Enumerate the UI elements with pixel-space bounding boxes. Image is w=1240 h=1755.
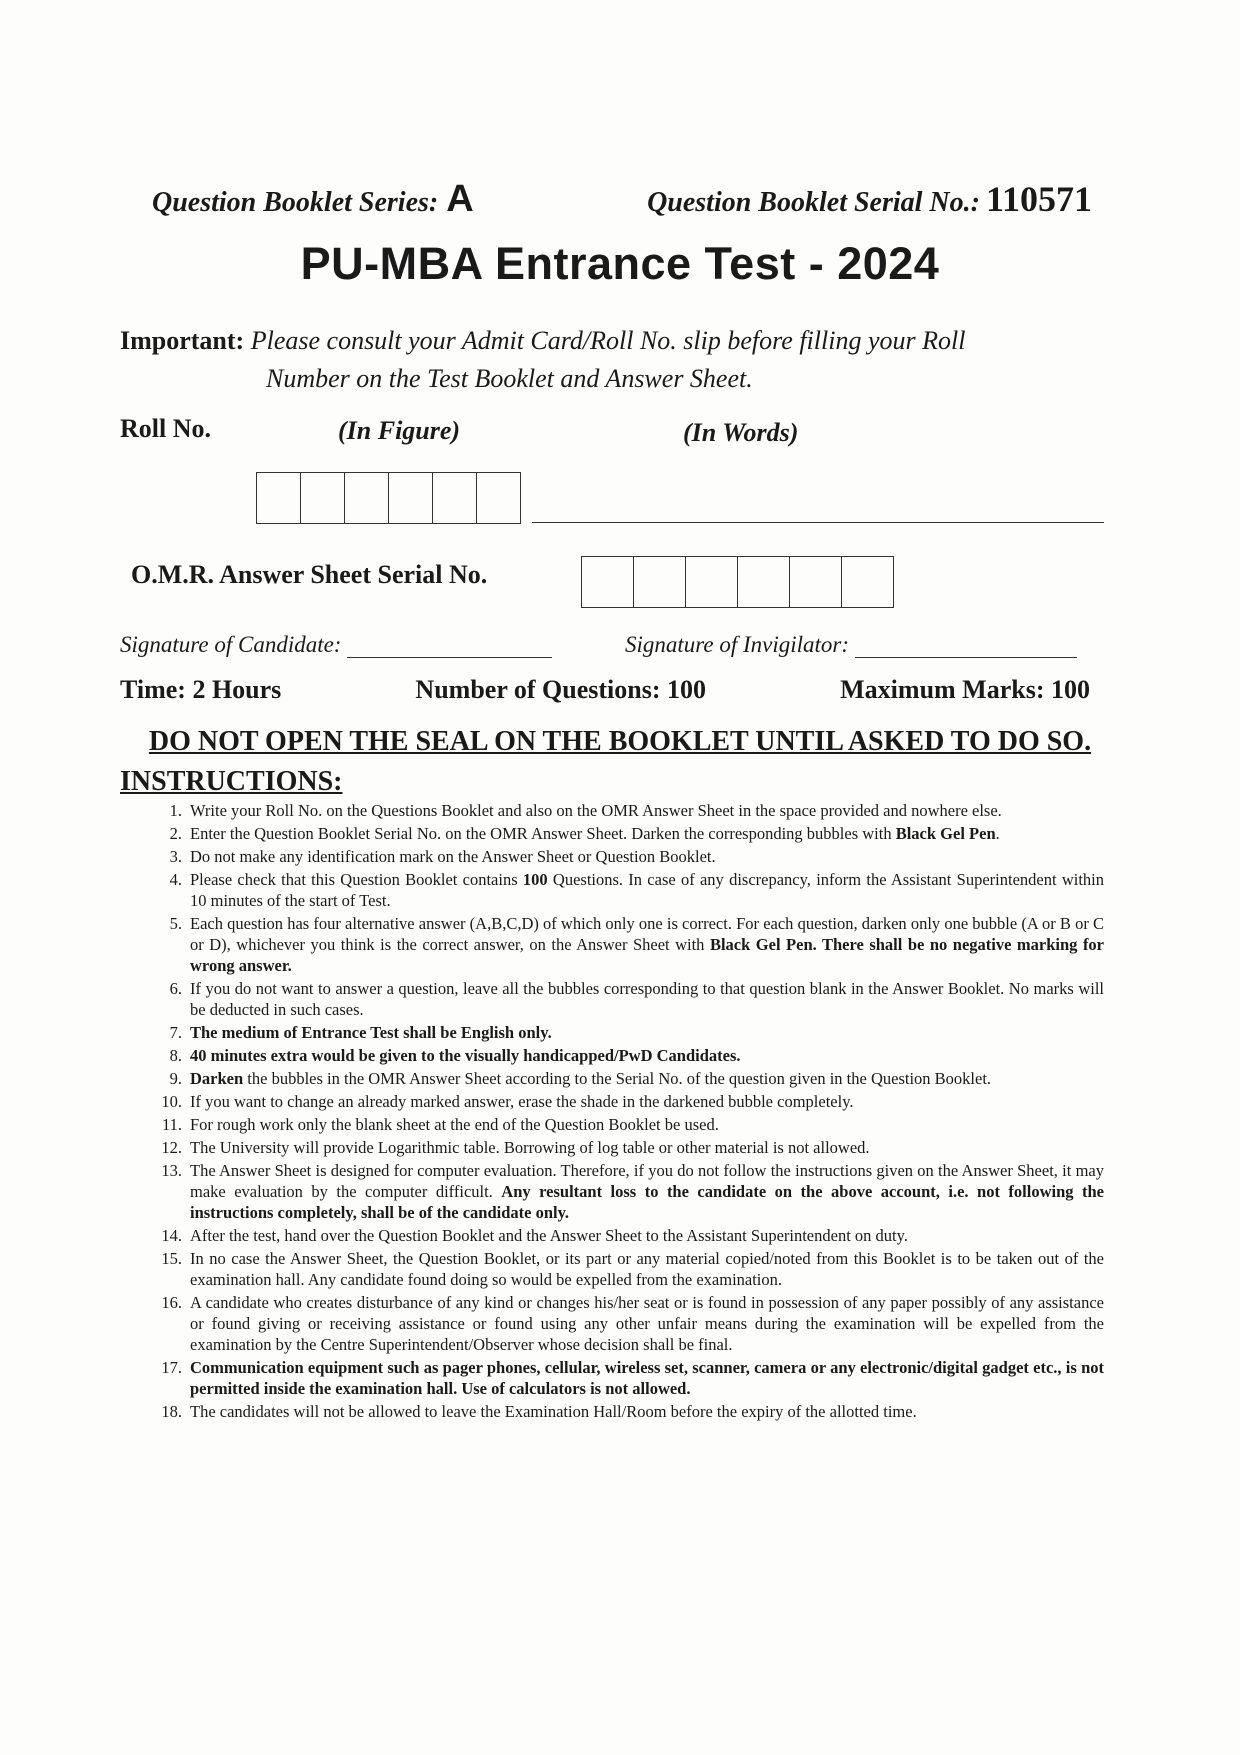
instruction-number: 2. <box>169 824 182 843</box>
instruction-item <box>152 1357 1104 1399</box>
instruction-item <box>152 1091 1104 1112</box>
seal-warning: DO NOT OPEN THE SEAL ON THE BOOKLET UNTIL ASKED TO DO SO. <box>148 726 1092 757</box>
important-text-line1: Please consult your Admit Card/Roll No. slip before filling your Roll <box>250 326 966 355</box>
omr-digit-box[interactable] <box>582 557 634 607</box>
booklet-header <box>152 178 1092 221</box>
invigilator-signature <box>625 632 1077 658</box>
instruction-number: 1. <box>169 801 182 820</box>
instruction-item <box>152 1401 1104 1422</box>
instruction-item <box>152 1022 1104 1043</box>
instruction-item <box>152 1137 1104 1158</box>
instructions-heading: INSTRUCTIONS: <box>120 766 343 797</box>
instruction-item <box>152 1068 1104 1089</box>
series-label: Question Booklet Series: <box>152 187 439 218</box>
number-of-questions: Number of Questions: 100 <box>415 675 707 704</box>
instruction-number: 6. <box>169 979 182 998</box>
instruction-text: A candidate who creates disturbance of any kind or changes his/her seat or is found in possession of any paper possibly of any assistance or found giving or receiving assistance or found using any other unfair means during the examination will be expelled from the examination by the Centre Superintendent/Observer whose decision shall be final. <box>190 1293 1104 1354</box>
instruction-text: The candidates will not be allowed to leave the Examination Hall/Room before the expiry of the allotted time. <box>190 1402 917 1421</box>
instruction-number: 3. <box>169 847 182 866</box>
omr-serial-boxes[interactable] <box>581 556 894 608</box>
roll-digit-box[interactable] <box>389 473 433 523</box>
in-figure-label: (In Figure) <box>338 416 461 445</box>
instruction-number: 12. <box>161 1138 182 1157</box>
in-words-label: (In Words) <box>683 418 799 447</box>
roll-digit-box[interactable] <box>477 473 521 523</box>
instruction-text: Black Gel Pen. There shall be no negative marking for wrong answer. <box>190 935 1105 975</box>
candidate-signature-line[interactable] <box>347 635 552 658</box>
instruction-number: 14. <box>161 1226 182 1245</box>
instruction-text: Black Gel Pen <box>895 824 996 843</box>
omr-digit-box[interactable] <box>686 557 738 607</box>
omr-digit-box[interactable] <box>842 557 894 607</box>
instruction-item <box>152 823 1104 844</box>
instruction-number: 8. <box>169 1046 182 1065</box>
instruction-text: Questions. In case of any discrepancy, inform the Assistant Superintendent within 10 minutes of the start of Test. <box>190 870 1104 910</box>
exam-info-row <box>120 675 1090 705</box>
omr-serial-label: O.M.R. Answer Sheet Serial No. <box>131 560 488 589</box>
instruction-text: Write your Roll No. on the Questions Booklet and also on the OMR Answer Sheet in the space provided and nowhere else. <box>190 801 1002 820</box>
roll-digit-box[interactable] <box>345 473 389 523</box>
instruction-text: the bubbles in the OMR Answer Sheet according to the Serial No. of the question given in the Question Booklet. <box>243 1069 992 1088</box>
roll-number-words-line[interactable] <box>532 522 1104 523</box>
roll-digit-box[interactable] <box>257 473 301 523</box>
instruction-number: 7. <box>169 1023 182 1042</box>
instruction-item <box>152 869 1104 911</box>
instruction-text: The University will provide Logarithmic table. Borrowing of log table or other material is not allowed. <box>190 1138 870 1157</box>
instruction-item <box>152 1225 1104 1246</box>
instruction-number: 18. <box>161 1402 182 1421</box>
instruction-text: 100 <box>522 870 548 889</box>
omr-digit-box[interactable] <box>634 557 686 607</box>
serial-label: Question Booklet Serial No.: <box>647 187 980 218</box>
instruction-item <box>152 1160 1104 1223</box>
exam-time: Time: 2 Hours <box>120 675 282 704</box>
instruction-item <box>152 800 1104 821</box>
instructions-list <box>152 800 1104 1424</box>
instruction-text: Please check that this Question Booklet contains <box>190 870 523 889</box>
instruction-text: Communication equipment such as pager phones, cellular, wireless set, scanner, camera or any electronic/digital gadget etc., is not permitted inside the examination hall. Use of calculators is not allowed. <box>190 1358 1104 1398</box>
page-title: PU-MBA Entrance Test - 2024 <box>300 238 940 289</box>
omr-digit-box[interactable] <box>790 557 842 607</box>
important-note <box>120 322 1110 398</box>
instruction-item <box>152 1114 1104 1135</box>
instruction-text: If you want to change an already marked answer, erase the shade in the darkened bubble completely. <box>190 1092 854 1111</box>
candidate-signature-label: Signature of Candidate: <box>120 632 342 657</box>
instruction-text: If you do not want to answer a question, leave all the bubbles corresponding to that question blank in the Answer Booklet. No marks will be deducted in such cases. <box>190 979 1104 1019</box>
instruction-text: . <box>995 824 1000 843</box>
instruction-item <box>152 978 1104 1020</box>
roll-number-label: Roll No. <box>120 414 211 443</box>
important-label: Important: <box>120 326 245 355</box>
instruction-text: 40 minutes extra would be given to the visually handicapped/PwD Candidates. <box>190 1046 741 1065</box>
instruction-text: After the test, hand over the Question Booklet and the Answer Sheet to the Assistant Superintendent on duty. <box>190 1226 908 1245</box>
instruction-number: 16. <box>161 1293 182 1312</box>
instruction-item <box>152 1292 1104 1355</box>
instruction-number: 11. <box>161 1115 182 1134</box>
instruction-text: Darken <box>190 1069 244 1088</box>
important-text-line2: Number on the Test Booklet and Answer Sheet. <box>266 364 753 393</box>
invigilator-signature-label: Signature of Invigilator: <box>625 632 850 657</box>
instruction-text: The medium of Entrance Test shall be English only. <box>190 1023 552 1042</box>
roll-number-figure-boxes[interactable] <box>256 472 521 524</box>
instruction-number: 5. <box>169 914 182 933</box>
instruction-text: For rough work only the blank sheet at the end of the Question Booklet be used. <box>190 1115 719 1134</box>
candidate-signature <box>120 632 552 658</box>
invigilator-signature-line[interactable] <box>855 635 1077 658</box>
instruction-item <box>152 913 1104 976</box>
instruction-item <box>152 1045 1104 1066</box>
series-value: A <box>446 178 474 220</box>
instruction-number: 17. <box>161 1358 182 1377</box>
maximum-marks: Maximum Marks: 100 <box>840 675 1090 704</box>
instruction-text: Any resultant loss to the candidate on the above account, i.e. not following the instructions completely, shall be of the candidate only. <box>190 1182 1104 1222</box>
omr-digit-box[interactable] <box>738 557 790 607</box>
booklet-series <box>152 178 474 221</box>
instruction-number: 15. <box>161 1249 182 1268</box>
serial-value: 110571 <box>985 179 1092 219</box>
instruction-number: 9. <box>169 1069 182 1088</box>
booklet-serial <box>647 178 1092 220</box>
instruction-number: 10. <box>161 1092 182 1111</box>
instruction-item <box>152 1248 1104 1290</box>
instruction-text: Enter the Question Booklet Serial No. on the OMR Answer Sheet. Darken the corresponding bubbles with <box>190 824 896 843</box>
instruction-number: 13. <box>161 1161 182 1180</box>
instruction-text: Each question has four alternative answer (A,B,C,D) of which only one is correct. For each question, darken only one bubble (A or B or C or D), whichever you think is the correct answer, on the Answer Sheet with <box>190 914 1104 954</box>
instruction-text: Do not make any identification mark on the Answer Sheet or Question Booklet. <box>190 847 716 866</box>
instruction-item <box>152 846 1104 867</box>
instruction-text: In no case the Answer Sheet, the Question Booklet, or its part or any material copied/noted from this Booklet is to be taken out of the examination hall. Any candidate found doing so would be expelled from the examination. <box>190 1249 1104 1289</box>
instruction-text: The Answer Sheet is designed for computer evaluation. Therefore, if you do not follow the instructions given on the Answer Sheet, it may make evaluation by the computer difficult. <box>190 1161 1104 1201</box>
roll-digit-box[interactable] <box>433 473 477 523</box>
instruction-number: 4. <box>169 870 182 889</box>
roll-digit-box[interactable] <box>301 473 345 523</box>
